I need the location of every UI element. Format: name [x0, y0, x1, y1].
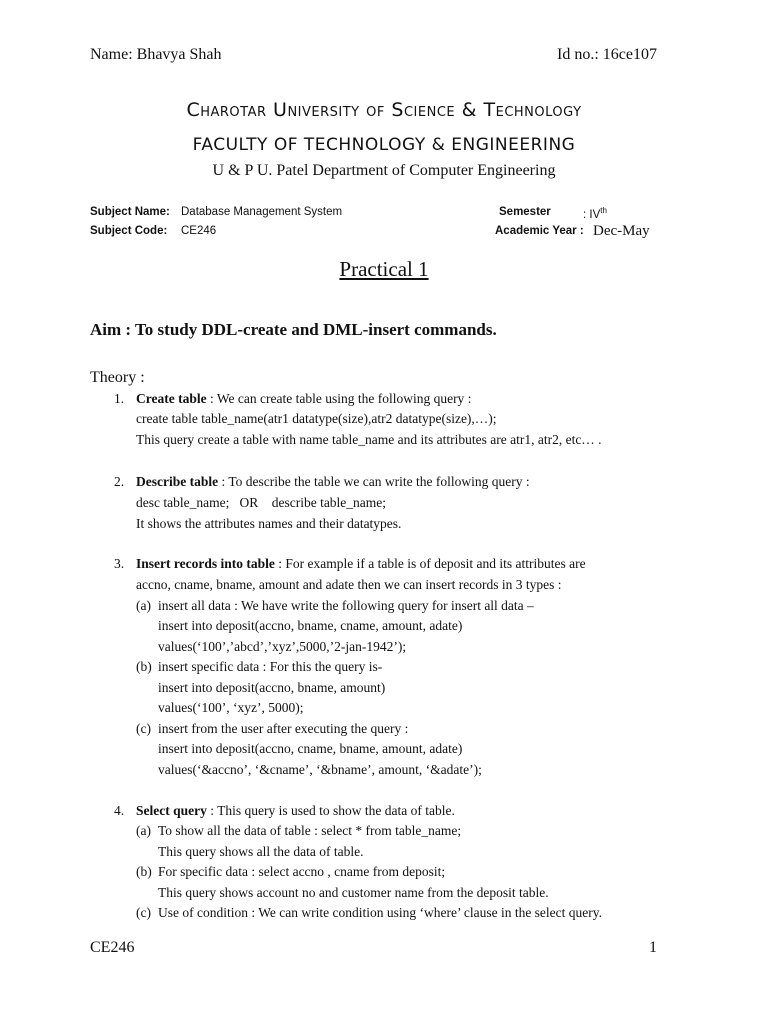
item-heading: Insert records into table [136, 556, 275, 571]
student-name: Name: Bhavya Shah [90, 46, 222, 63]
sub-item-marker: (b) [136, 864, 152, 879]
item-text-line: This query create a table with name table_name and its attributes are atr1, atr2, etc… . [136, 432, 602, 447]
theory-heading: Theory : [90, 369, 145, 386]
query-line: create table table_name(atr1 datatype(size),atr2 datatype(size),…); [136, 411, 497, 426]
list-item [136, 556, 586, 572]
query-line: insert into deposit(accno, bname, amount) [158, 680, 386, 695]
item-number: 3. [114, 556, 125, 571]
subject-code-value: CE246 [181, 225, 217, 237]
query-line: values(‘&accno’, ‘&cname’, ‘&bname’, amount, ‘&adate’); [158, 762, 482, 777]
sub-item-text: To show all the data of table : select * from table_name; [158, 823, 462, 838]
semester-label: Semester [499, 206, 551, 218]
item-text: : This query is used to show the data of table. [206, 803, 455, 818]
footer-course-code: CE246 [90, 939, 135, 956]
subject-name-label: Subject Name: [90, 206, 170, 218]
sub-item-text: For specific data : select accno , cname from deposit; [158, 864, 446, 879]
item-number: 4. [114, 803, 125, 818]
faculty-title: FACULTY OF TECHNOLOGY & ENGINEERING [192, 135, 576, 155]
item-heading: Create table [136, 391, 207, 406]
semester-sup: th [600, 206, 607, 215]
subject-code-label: Subject Code: [90, 225, 168, 237]
item-text: : To describe the table we can write the following query : [218, 474, 530, 489]
department-title: U & P U. Patel Department of Computer Engineering [212, 162, 556, 179]
list-item [136, 803, 455, 819]
item-text-line: accno, cname, bname, amount and adate then we can insert records in 3 types : [136, 577, 562, 592]
sub-item-text: insert all data : We have write the following query for insert all data – [158, 598, 534, 613]
academic-year-value: Dec-May [593, 223, 650, 239]
item-text-line: It shows the attributes names and their datatypes. [136, 516, 402, 531]
aim-heading: Aim : To study DDL-create and DML-insert commands. [90, 320, 497, 339]
sub-item-marker: (c) [136, 905, 151, 920]
sub-item-marker: (c) [136, 721, 151, 736]
list-item [136, 474, 530, 490]
item-text-line: This query shows all the data of table. [158, 844, 364, 859]
sub-item-marker: (b) [136, 659, 152, 674]
practical-title-text: Practical 1 [339, 257, 429, 281]
item-text-line: This query shows account no and customer name from the deposit table. [158, 885, 549, 900]
academic-year-label: Academic Year : [495, 225, 584, 237]
subject-name-row [90, 206, 170, 218]
page-number: 1 [649, 939, 657, 956]
query-line: insert into deposit(accno, bname, cname, amount, adate) [158, 618, 463, 633]
item-text: : For example if a table is of deposit and its attributes are [274, 556, 586, 571]
academic-year-label-wrap [495, 225, 584, 237]
student-id: Id no.: 16ce107 [557, 46, 657, 63]
item-number: 2. [114, 474, 125, 489]
item-text: : We can create table using the following query : [206, 391, 472, 406]
subject-code-row [90, 225, 167, 237]
item-number: 1. [114, 391, 125, 406]
semester-value-wrap [583, 206, 607, 221]
query-line: desc table_name; OR describe table_name; [136, 495, 387, 510]
sub-item-marker: (a) [136, 823, 151, 838]
semester-value: : IV [583, 208, 601, 221]
sub-item-text: insert from the user after executing the query : [158, 721, 409, 736]
subject-name-value: Database Management System [181, 206, 343, 218]
university-name: Charotar University of Science & Technology [186, 99, 582, 121]
sub-item-text: insert specific data : For this the query is- [158, 659, 383, 674]
sub-item-marker: (a) [136, 598, 151, 613]
semester-label-wrap [499, 206, 551, 218]
list-item [136, 391, 471, 407]
query-line: values(‘100’,’abcd’,’xyz’,5000,’2-jan-1942’); [158, 639, 407, 654]
university-title [0, 99, 768, 121]
practical-title [0, 257, 768, 282]
sub-item-text: Use of condition : We can write condition using ‘where’ clause in the select query. [158, 905, 603, 920]
item-heading: Select query [136, 803, 207, 818]
query-line: values(‘100’, ‘xyz’, 5000); [158, 700, 304, 715]
item-heading: Describe table [136, 474, 219, 489]
query-line: insert into deposit(accno, cname, bname, amount, adate) [158, 741, 463, 756]
